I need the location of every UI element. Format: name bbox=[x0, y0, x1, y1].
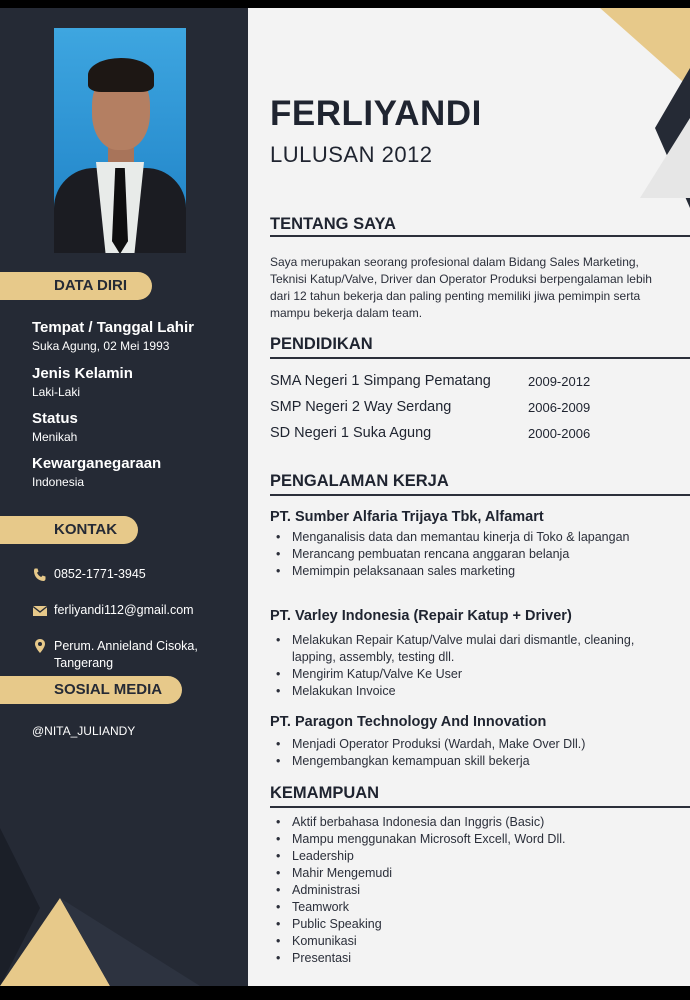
social-handle: @NITA_JULIANDY bbox=[32, 724, 136, 738]
company-name: PT. Varley Indonesia (Repair Katup + Driver) bbox=[270, 608, 572, 624]
address-line-2: Tangerang bbox=[54, 656, 114, 670]
gender-info bbox=[32, 365, 133, 399]
birth-info bbox=[32, 319, 194, 353]
experience-title: PENGALAMAN KERJA bbox=[270, 472, 449, 490]
list-item: • Mengembangkan kemampuan skill bekerja bbox=[292, 753, 672, 770]
school-years: 2000-2006 bbox=[528, 426, 591, 441]
education-title: PENDIDIKAN bbox=[270, 335, 373, 353]
birth-value: Suka Agung, 02 Mei 1993 bbox=[32, 339, 170, 353]
data-diri-heading: DATA DIRI bbox=[0, 272, 152, 300]
list-item: • Aktif berbahasa Indonesia dan Inggris (Basic) bbox=[292, 814, 672, 831]
email-icon bbox=[32, 603, 48, 619]
education-row bbox=[270, 424, 690, 442]
skills-list bbox=[292, 814, 672, 967]
nationality-label: Kewarganegaraan bbox=[32, 455, 162, 472]
education-row bbox=[270, 398, 690, 416]
about-divider bbox=[270, 235, 690, 237]
status-info bbox=[32, 410, 78, 444]
phone-icon bbox=[32, 567, 48, 583]
school-years: 2006-2009 bbox=[528, 400, 591, 415]
list-item: • Mengirim Katup/Valve Ke User bbox=[292, 666, 672, 683]
address-line-1: Perum. Annieland Cisoka, bbox=[54, 639, 198, 653]
status-label: Status bbox=[32, 410, 78, 427]
list-item: • Presentasi bbox=[292, 950, 672, 967]
corner-decoration-mid bbox=[600, 118, 690, 198]
gender-label: Jenis Kelamin bbox=[32, 365, 133, 382]
job-duties bbox=[292, 632, 672, 700]
profile-photo bbox=[54, 28, 186, 253]
about-text: Saya merupakan seorang profesional dalam Bidang Sales Marketing, Teknisi Katup/Valve, Driver dan Operator Produksi berpengalaman lebih dari 12 tahun bekerja dan paling penting memiliki jiwa pemimpin serta mampu bekerja dalam team. bbox=[270, 255, 652, 320]
list-item: • Mampu menggunakan Microsoft Excell, Word Dll. bbox=[292, 831, 672, 848]
school-name: SMA Negeri 1 Simpang Pematang bbox=[270, 373, 491, 389]
corner-decoration-bottom bbox=[0, 798, 248, 986]
list-item: • Administrasi bbox=[292, 882, 672, 899]
phone-contact bbox=[32, 567, 146, 583]
list-item: • Komunikasi bbox=[292, 933, 672, 950]
candidate-name: FERLIYANDI bbox=[270, 94, 482, 133]
list-item: • Leadership bbox=[292, 848, 672, 865]
phone-number: 0852-1771-3945 bbox=[54, 567, 146, 581]
candidate-subtitle: LULUSAN 2012 bbox=[270, 142, 433, 167]
list-item: • Public Speaking bbox=[292, 916, 672, 933]
list-item: • Melakukan Repair Katup/Valve mulai dari dismantle, cleaning, lapping, assembly, testing dll. bbox=[292, 632, 672, 666]
job-duties bbox=[292, 736, 672, 770]
list-item: • Menjadi Operator Produksi (Wardah, Make Over Dll.) bbox=[292, 736, 672, 753]
nationality-value: Indonesia bbox=[32, 475, 85, 489]
list-item: • Teamwork bbox=[292, 899, 672, 916]
company-name: PT. Sumber Alfaria Trijaya Tbk, Alfamart bbox=[270, 509, 544, 525]
nationality-info bbox=[32, 455, 161, 489]
education-row bbox=[270, 372, 690, 390]
about-title: TENTANG SAYA bbox=[270, 215, 396, 233]
kontak-heading: KONTAK bbox=[0, 516, 138, 544]
resume-page bbox=[0, 8, 690, 986]
email-contact bbox=[32, 603, 194, 619]
list-item: • Mahir Mengemudi bbox=[292, 865, 672, 882]
list-item: • Menganalisis data dan memantau kinerja di Toko & lapangan bbox=[292, 529, 672, 546]
experience-divider bbox=[270, 494, 690, 496]
skills-divider bbox=[270, 806, 690, 808]
education-divider bbox=[270, 357, 690, 359]
email-address: ferliyandi112@gmail.com bbox=[54, 603, 194, 617]
sidebar bbox=[0, 8, 248, 986]
status-value: Menikah bbox=[32, 430, 78, 444]
skills-title: KEMAMPUAN bbox=[270, 784, 380, 802]
gender-value: Laki-Laki bbox=[32, 385, 81, 399]
list-item: • Merancang pembuatan rencana anggaran belanja bbox=[292, 546, 672, 563]
list-item: • Melakukan Invoice bbox=[292, 683, 672, 700]
job-duties bbox=[292, 529, 672, 580]
school-name: SD Negeri 1 Suka Agung bbox=[270, 425, 432, 441]
address-contact bbox=[32, 638, 198, 672]
location-pin-icon bbox=[32, 638, 48, 654]
school-years: 2009-2012 bbox=[528, 374, 591, 389]
school-name: SMP Negeri 2 Way Serdang bbox=[270, 399, 452, 415]
birth-label: Tempat / Tanggal Lahir bbox=[32, 319, 194, 336]
sosial-media-heading: SOSIAL MEDIA bbox=[0, 676, 182, 704]
company-name: PT. Paragon Technology And Innovation bbox=[270, 714, 547, 730]
list-item: • Memimpin pelaksanaan sales marketing bbox=[292, 563, 672, 580]
